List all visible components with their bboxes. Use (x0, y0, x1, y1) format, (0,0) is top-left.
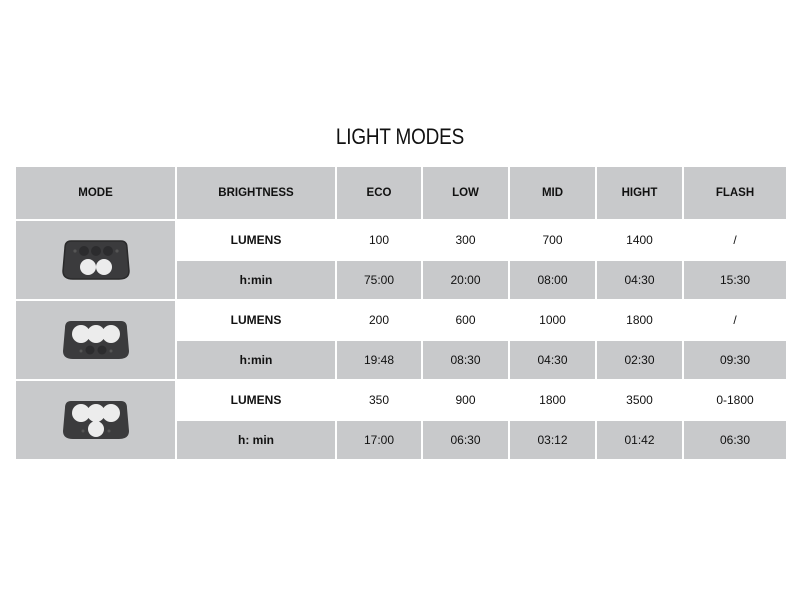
table-row (15, 380, 787, 420)
table-row (15, 220, 787, 260)
time-hight: 01:42 (596, 420, 683, 460)
mode-image-cell (15, 380, 176, 460)
header-flash: FLASH (683, 166, 787, 220)
three-led-lamp-icon (61, 317, 131, 363)
lumens-low: 300 (422, 220, 509, 260)
lumens-mid: 1800 (509, 380, 596, 420)
lumens-hight: 1800 (596, 300, 683, 340)
lumens-label: LUMENS (176, 220, 336, 260)
lumens-hight: 3500 (596, 380, 683, 420)
table-row (15, 300, 787, 340)
lumens-flash: / (683, 300, 787, 340)
lumens-flash: / (683, 220, 787, 260)
header-hight: HIGHT (596, 166, 683, 220)
header-eco: ECO (336, 166, 422, 220)
lumens-mid: 700 (509, 220, 596, 260)
lumens-eco: 100 (336, 220, 422, 260)
time-mid: 03:12 (509, 420, 596, 460)
time-mid: 08:00 (509, 260, 596, 300)
lumens-label: LUMENS (176, 300, 336, 340)
time-low: 08:30 (422, 340, 509, 380)
lumens-eco: 200 (336, 300, 422, 340)
lumens-low: 900 (422, 380, 509, 420)
time-flash: 15:30 (683, 260, 787, 300)
light-modes-table (14, 165, 788, 461)
time-label: h:min (176, 340, 336, 380)
header-brightness: BRIGHTNESS (176, 166, 336, 220)
four-led-lamp-icon (61, 397, 131, 443)
lumens-eco: 350 (336, 380, 422, 420)
time-mid: 04:30 (509, 340, 596, 380)
mode-image-cell (15, 300, 176, 380)
page-title: LIGHT MODES (335, 124, 465, 149)
time-eco: 19:48 (336, 340, 422, 380)
time-low: 06:30 (422, 420, 509, 460)
time-flash: 09:30 (683, 340, 787, 380)
lumens-low: 600 (422, 300, 509, 340)
header-low: LOW (422, 166, 509, 220)
time-low: 20:00 (422, 260, 509, 300)
header-mid: MID (509, 166, 596, 220)
time-label: h: min (176, 420, 336, 460)
header-mode: MODE (15, 166, 176, 220)
time-hight: 02:30 (596, 340, 683, 380)
lumens-flash: 0-1800 (683, 380, 787, 420)
two-led-lamp-icon (61, 237, 131, 283)
lumens-label: LUMENS (176, 380, 336, 420)
time-label: h:min (176, 260, 336, 300)
lumens-mid: 1000 (509, 300, 596, 340)
mode-image-cell (15, 220, 176, 300)
time-flash: 06:30 (683, 420, 787, 460)
time-hight: 04:30 (596, 260, 683, 300)
header-row (15, 166, 787, 220)
time-eco: 17:00 (336, 420, 422, 460)
lumens-hight: 1400 (596, 220, 683, 260)
time-eco: 75:00 (336, 260, 422, 300)
